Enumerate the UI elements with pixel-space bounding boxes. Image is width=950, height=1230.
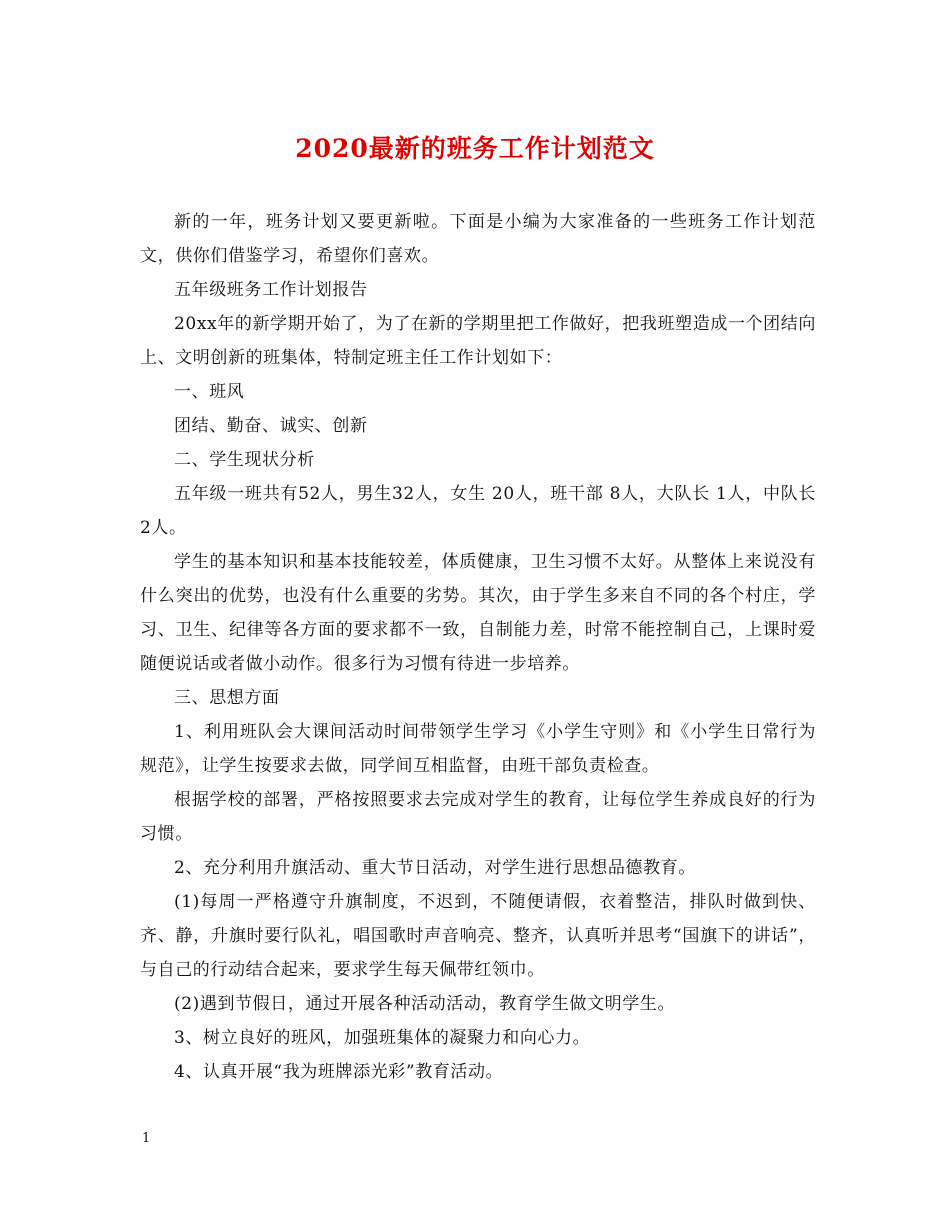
paragraph-item-3: 3、树立良好的班风，加强班集体的凝聚力和向心力。 xyxy=(174,1028,591,1048)
paragraph-school-deployment: 根据学校的部署，严格按照要求去完成对学生的教育，让每位学生养成良好的行为习惯。 xyxy=(140,790,816,844)
paragraph-intro: 新的一年，班务计划又要更新啦。下面是小编为大家准备的一些班务工作计划范文，供你们借鉴学习，希望你们喜欢。 xyxy=(140,212,816,266)
paragraph-item-4: 4、认真开展“我为班牌添光彩”教育活动。 xyxy=(174,1062,504,1082)
paragraph-student-condition: 学生的基本知识和基本技能较差，体质健康，卫生习惯不太好。从整体上来说没有什么突出的优势，也没有什么重要的劣势。其次，由于学生多来自不同的各个村庄，学习、卫生、纪律等各方面的要求都不一致，自制能力差，时常不能控制自己，上课时爱随便说话或者做小动作。很多行为习惯有待进一步培养。 xyxy=(140,552,816,674)
heading-student-analysis: 二、学生现状分析 xyxy=(174,450,315,470)
document-title: 2020最新的班务工作计划范文 xyxy=(295,134,655,163)
heading-ideology: 三、思想方面 xyxy=(174,688,280,708)
paragraph-subitem-1: (1)每周一严格遵守升旗制度，不迟到，不随便请假，衣着整洁，排队时做到快、齐、静，升旗时要行队礼，唱国歌时声音响亮、整齐，认真听并思考“国旗下的讲话”，与自己的行动结合起来，要求学生每天佩带红领巾。 xyxy=(140,892,816,980)
paragraph-subitem-2: (2)遇到节假日，通过开展各种活动活动，教育学生做文明学生。 xyxy=(174,994,676,1014)
paragraph-class-motto: 团结、勤奋、诚实、创新 xyxy=(174,416,368,436)
paragraph-plan-intro: 20xx年的新学期开始了，为了在新的学期里把工作做好，把我班塑造成一个团结向上、文明创新的班集体，特制定班主任工作计划如下： xyxy=(140,314,816,368)
paragraph-report-title: 五年级班务工作计划报告 xyxy=(174,280,368,300)
heading-class-style: 一、班风 xyxy=(174,382,245,402)
document-body xyxy=(140,205,816,1089)
paragraph-class-numbers: 五年级一班共有52人，男生32人，女生 20人，班干部 8人，大队长 1人，中队长2人。 xyxy=(140,484,816,538)
paragraph-item-2: 2、充分利用升旗活动、重大节日活动，对学生进行思想品德教育。 xyxy=(174,858,696,878)
paragraph-item-1: 1、利用班队会大课间活动时间带领学生学习《小学生守则》和《小学生日常行为规范》，让学生按要求去做，同学间互相监督，由班干部负责检查。 xyxy=(140,722,816,776)
page-number: 1 xyxy=(142,1131,151,1146)
